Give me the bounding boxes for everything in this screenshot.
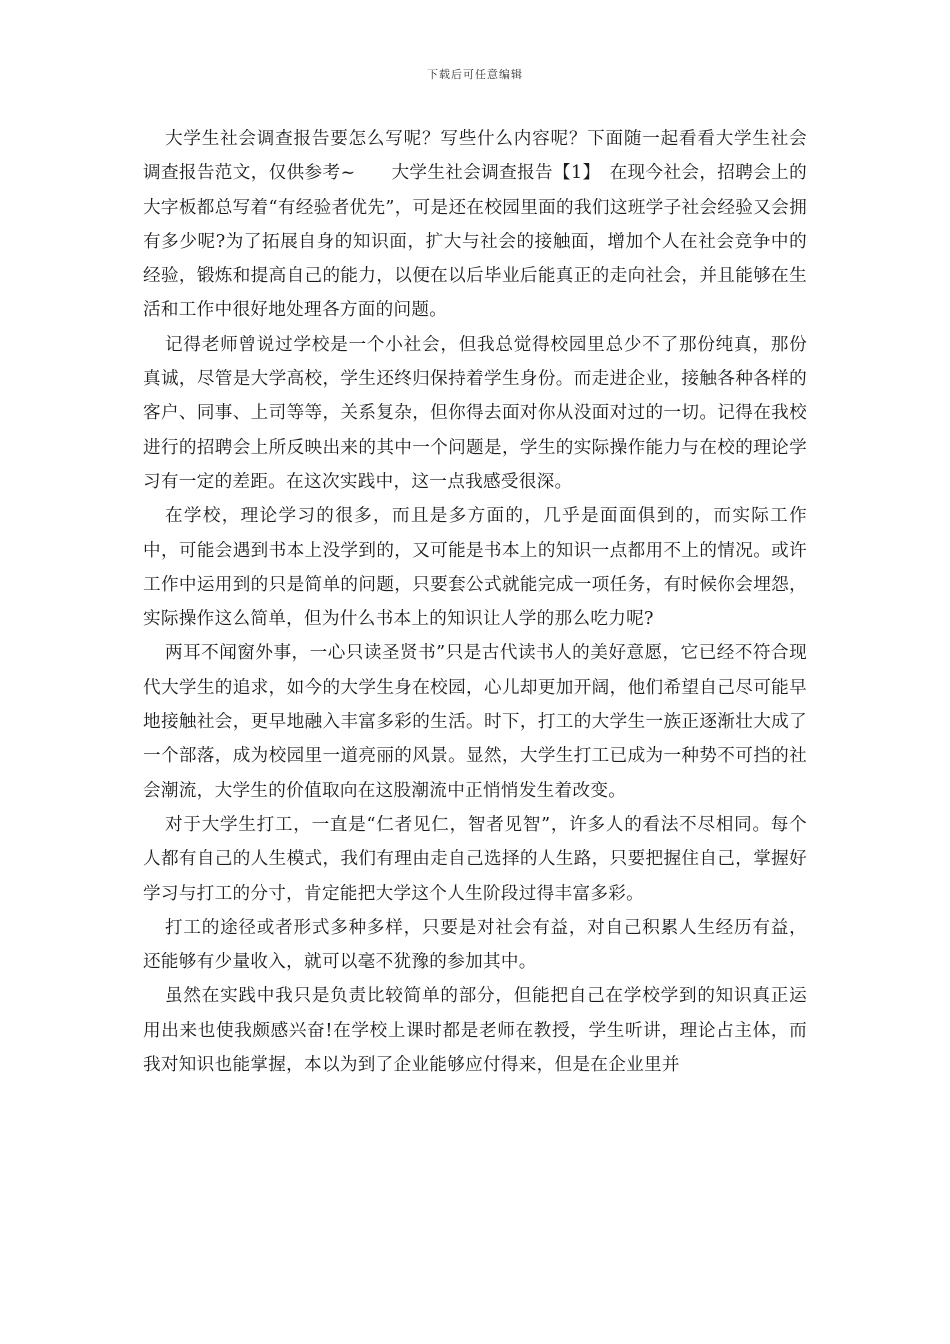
paragraph: 在学校，理论学习的很多，而且是多方面的，几乎是面面俱到的，而实际工作中，可能会遇到书本上没学到的，又可能是书本上的知识一点都用不上的情况。或许工作中运用到的只是简单的问题，只要套公式就能完成一项任务，有时候你会埋怨，实际操作这么简单，但为什么书本上的知识让人学的那么吃力呢? <box>143 506 807 630</box>
paragraph: 虽然在实践中我只是负责比较简单的部分，但能把自己在学校学到的知识真正运用出来也使我颇感兴奋!在学校上课时都是老师在教授，学生听讲，理论占主体，而我对知识也能掌握，本以为到了企业能够应付得来，但是在企业里并 <box>143 986 807 1076</box>
paragraph: 打工的途径或者形式多种多样，只要是对社会有益，对自己积累人生经历有益，还能够有少量收入，就可以毫不犹豫的参加其中。 <box>143 917 807 973</box>
document-body <box>143 122 807 1082</box>
paragraph: 两耳不闻窗外事，一心只读圣贤书”只是古代读书人的美好意愿，它已经不符合现代大学生的追求，如今的大学生身在校园，心儿却更加开阔，他们希望自己尽可能早地接触社会，更早地融入丰富多彩的生活。时下，打工的大学生一族正逐渐壮大成了一个部落，成为校园里一道亮丽的风景。显然，大学生打工已成为一种势不可挡的社会潮流，大学生的价值取向在这股潮流中正悄悄发生着改变。 <box>143 643 807 801</box>
paragraph: 记得老师曾说过学校是一个小社会，但我总觉得校园里总少不了那份纯真，那份真诚，尽管是大学高校，学生还终归保持着学生身份。而走进企业，接触各种各样的客户、同事、上司等等，关系复杂，但你得去面对你从没面对过的一切。记得在我校进行的招聘会上所反映出来的其中一个问题是，学生的实际操作能力与在校的理论学习有一定的差距。在这次实践中，这一点我感受很深。 <box>143 334 807 492</box>
paragraph: 大学生社会调查报告要怎么写呢？写些什么内容呢？下面随一起看看大学生社会调查报告范文，仅供参考~ 大学生社会调查报告【1】 在现今社会，招聘会上的大字板都总写着“有经验者优先”，可是还在校园里面的我们这班学子社会经验又会拥有多少呢?为了拓展自身的知识面，扩大与社会的接触面，增加个人在社会竞争中的经验，锻炼和提高自己的能力，以便在以后毕业后能真正的走向社会，并且能够在生活和工作中很好地处理各方面的问题。 <box>143 129 807 321</box>
paragraph: 对于大学生打工，一直是“仁者见仁，智者见智”，许多人的看法不尽相同。每个人都有自己的人生模式，我们有理由走自己选择的人生路，只要把握住自己，掌握好学习与打工的分寸，肯定能把大学这个人生阶段过得丰富多彩。 <box>143 814 807 904</box>
header-note: 下载后可任意编辑 <box>427 68 523 81</box>
